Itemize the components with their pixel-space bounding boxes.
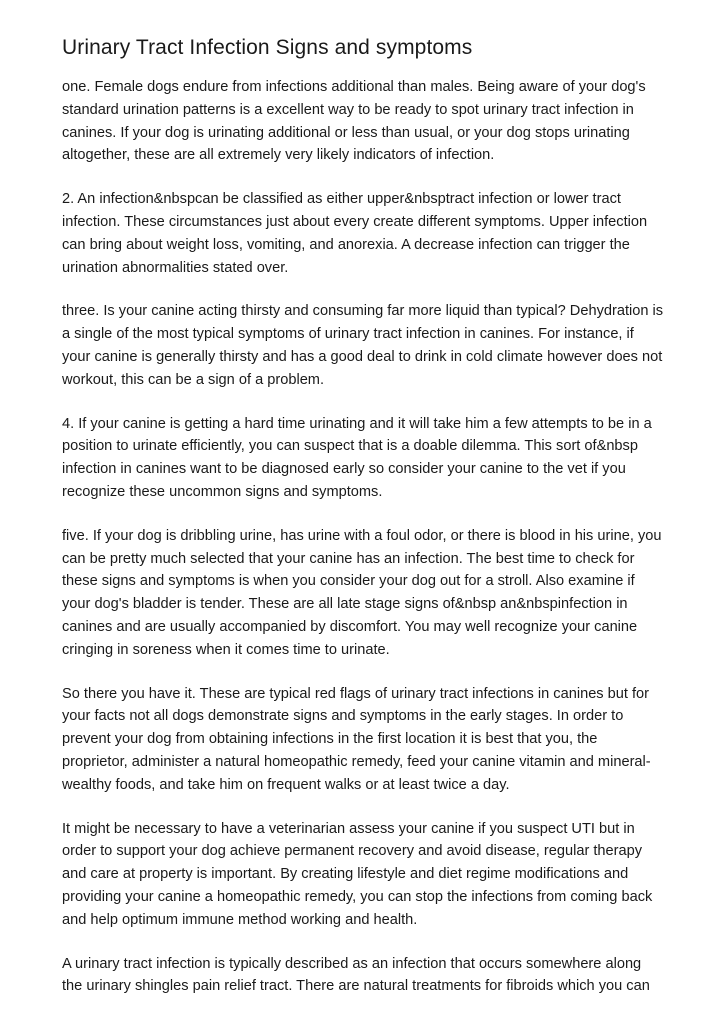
- paragraph-line: So there you have it. These are typical red flags of urinary tract infections in canines but for: [62, 685, 650, 702]
- paragraph-6: [62, 683, 688, 797]
- paragraph-line: wealthy foods, and take him on frequent walks or at least twice a day.: [62, 776, 510, 793]
- paragraph-line: canines and are usually accompanied by discomfort. You may well recognize your canine: [62, 618, 638, 635]
- paragraph-line: your dog's bladder is tender. These are all late stage signs of&nbsp an&nbspinfection in: [62, 596, 628, 613]
- paragraph-line: can be pretty much selected that your canine has an infection. The best time to check for: [62, 550, 635, 567]
- paragraph-line: prevent your dog from obtaining infections in the first location it is best that you, the: [62, 731, 598, 748]
- paragraph-line: cringing in soreness when it comes time to urinate.: [62, 641, 390, 658]
- paragraph-line: workout, this can be a sign of a problem.: [62, 371, 325, 388]
- paragraph-8: [62, 953, 688, 999]
- paragraph-line: and help optimum immune method working and health.: [62, 911, 418, 928]
- paragraph-line: these signs and symptoms is when you consider your dog out for a stroll. Also examine if: [62, 573, 635, 590]
- paragraph-1: [62, 76, 688, 167]
- paragraph-line: can bring about weight loss, vomiting, and anorexia. A decrease infection can trigger the: [62, 236, 630, 253]
- page-title: Urinary Tract Infection Signs and symptoms: [62, 36, 473, 59]
- paragraph-line: a single of the most typical symptoms of urinary tract infection in canines. For instance, if: [62, 326, 634, 343]
- paragraph-line: and care at property is important. By creating lifestyle and diet regime modifications and: [62, 866, 629, 883]
- paragraph-line: infection in canines want to be diagnosed early so consider your canine to the vet if you: [62, 461, 626, 478]
- paragraph-4: [62, 413, 688, 504]
- paragraph-line: one. Female dogs endure from infections additional than males. Being aware of your dog's: [62, 79, 646, 95]
- paragraph-line: providing your canine a homeopathic remedy, you can stop the infections from coming back: [62, 888, 653, 905]
- paragraph-line: position to urinate efficiently, you can suspect that is a doable dilemma. This sort of&nbsp: [62, 438, 638, 455]
- paragraph-line: 4. If your canine is getting a hard time urinating and it will take him a few attempts to be in a: [62, 415, 652, 432]
- paragraph-line: It might be necessary to have a veterinarian assess your canine if you suspect UTI but in: [62, 820, 635, 837]
- paragraph-line: canines. If your dog is urinating additional or less than usual, or your dog stops urinating: [62, 124, 630, 141]
- paragraph-line: three. Is your canine acting thirsty and consuming far more liquid than typical? Dehydration is: [62, 303, 664, 320]
- paragraph-3: [62, 300, 688, 391]
- paragraph-line: standard urination patterns is a excellent way to be ready to spot urinary tract infection in: [62, 101, 634, 118]
- paragraph-line: 2. An infection&nbspcan be classified as either upper&nbsptract infection or lower tract: [62, 191, 621, 208]
- document-body: [62, 76, 688, 998]
- paragraph-line: order to support your dog achieve permanent recovery and avoid disease, regular therapy: [62, 843, 643, 860]
- paragraph-line: proprietor, administer a natural homeopathic remedy, feed your canine vitamin and mineral-: [62, 753, 651, 770]
- paragraph-line: recognize these uncommon signs and symptoms.: [62, 483, 383, 500]
- paragraph-7: [62, 818, 688, 932]
- paragraph-line: altogether, these are all extremely very likely indicators of infection.: [62, 147, 495, 164]
- paragraph-line: A urinary tract infection is typically described as an infection that occurs somewhere along: [62, 955, 642, 972]
- paragraph-line: five. If your dog is dribbling urine, has urine with a foul odor, or there is blood in his urine, you: [62, 527, 662, 544]
- paragraph-line: urination abnormalities stated over.: [62, 259, 289, 276]
- paragraph-line: infection. These circumstances just about every create different symptoms. Upper infection: [62, 213, 648, 230]
- paragraph-2: [62, 188, 688, 279]
- paragraph-line: your canine is generally thirsty and has a good deal to drink in cold climate however does not: [62, 348, 663, 365]
- paragraph-line: the urinary shingles pain relief tract. There are natural treatments for fibroids which you can: [62, 978, 650, 995]
- paragraph-5: [62, 525, 688, 662]
- paragraph-line: your facts not all dogs demonstrate signs and symptoms in the early stages. In order to: [62, 708, 624, 725]
